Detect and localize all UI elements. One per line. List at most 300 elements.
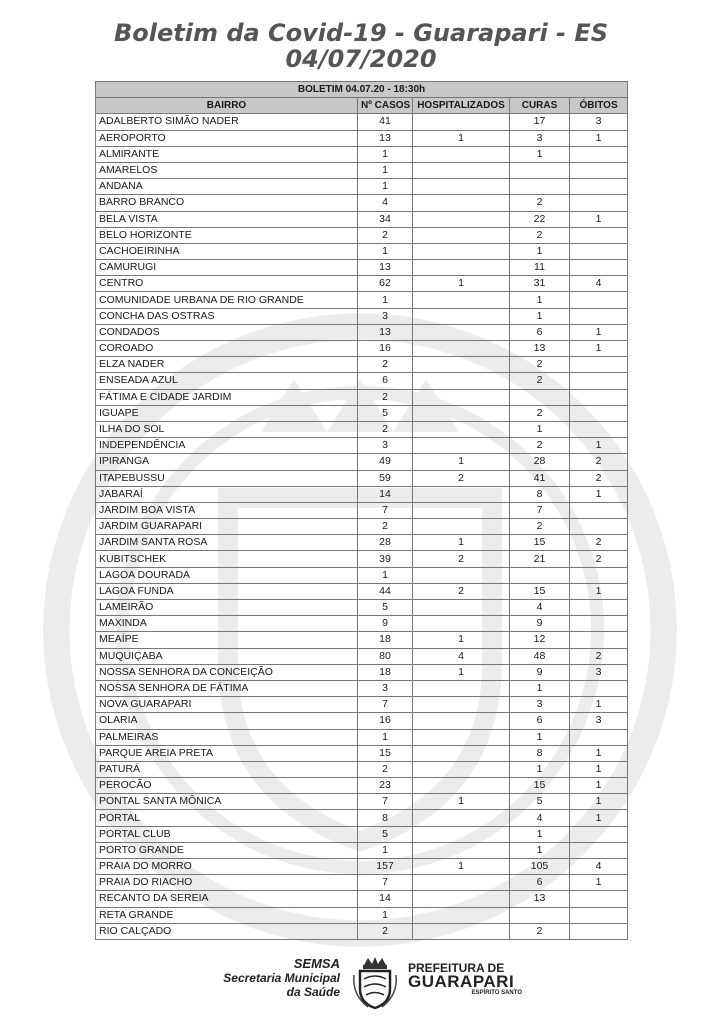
table-row xyxy=(96,211,628,227)
hospitalizados-cell: 1 xyxy=(413,454,510,470)
obitos-cell: 2 xyxy=(570,551,628,567)
hospitalizados-cell xyxy=(413,502,510,518)
curas-cell: 9 xyxy=(510,616,570,632)
hospitalizados-cell xyxy=(413,680,510,696)
table-row xyxy=(96,324,628,340)
bairro-cell: RETA GRANDE xyxy=(96,907,358,923)
curas-cell: 1 xyxy=(510,826,570,842)
obitos-cell: 1 xyxy=(570,745,628,761)
bairro-cell: PRAIA DO RIACHO xyxy=(96,875,358,891)
bairro-cell: COMUNIDADE URBANA DE RIO GRANDE xyxy=(96,292,358,308)
table-row xyxy=(96,875,628,891)
curas-cell: 1 xyxy=(510,680,570,696)
table-row xyxy=(96,826,628,842)
bairro-cell: MAXINDA xyxy=(96,616,358,632)
bairro-cell: PONTAL SANTA MÔNICA xyxy=(96,794,358,810)
casos-cell: 14 xyxy=(358,891,413,907)
curas-cell: 31 xyxy=(510,276,570,292)
obitos-cell xyxy=(570,195,628,211)
bairro-cell: ANDANA xyxy=(96,179,358,195)
bairro-cell: IPIRANGA xyxy=(96,454,358,470)
hospitalizados-cell xyxy=(413,292,510,308)
table-row xyxy=(96,162,628,178)
casos-cell: 8 xyxy=(358,810,413,826)
table-row xyxy=(96,907,628,923)
curas-cell: 48 xyxy=(510,648,570,664)
hospitalizados-cell xyxy=(413,907,510,923)
bairro-cell: ELZA NADER xyxy=(96,357,358,373)
curas-cell: 4 xyxy=(510,600,570,616)
casos-cell: 7 xyxy=(358,794,413,810)
casos-cell: 23 xyxy=(358,778,413,794)
table-row xyxy=(96,680,628,696)
curas-cell: 1 xyxy=(510,761,570,777)
obitos-cell: 1 xyxy=(570,211,628,227)
obitos-cell xyxy=(570,616,628,632)
hospitalizados-cell xyxy=(413,308,510,324)
obitos-cell xyxy=(570,389,628,405)
casos-cell: 62 xyxy=(358,276,413,292)
table-row xyxy=(96,761,628,777)
table-row xyxy=(96,421,628,437)
table-row xyxy=(96,891,628,907)
curas-cell: 2 xyxy=(510,195,570,211)
curas-cell: 105 xyxy=(510,859,570,875)
bairro-cell: AEROPORTO xyxy=(96,130,358,146)
hospitalizados-cell xyxy=(413,713,510,729)
casos-cell: 157 xyxy=(358,859,413,875)
table-row xyxy=(96,648,628,664)
obitos-cell xyxy=(570,502,628,518)
table-row xyxy=(96,486,628,502)
table-row xyxy=(96,616,628,632)
curas-cell xyxy=(510,907,570,923)
bairro-cell: PARQUE AREIA PRETA xyxy=(96,745,358,761)
casos-cell: 5 xyxy=(358,405,413,421)
curas-cell: 6 xyxy=(510,875,570,891)
table-row xyxy=(96,745,628,761)
bairro-cell: PEROCÃO xyxy=(96,778,358,794)
bairro-cell: FÁTIMA E CIDADE JARDIM xyxy=(96,389,358,405)
obitos-cell: 3 xyxy=(570,114,628,130)
obitos-cell: 1 xyxy=(570,486,628,502)
bairro-cell: MEAÍPE xyxy=(96,632,358,648)
obitos-cell: 1 xyxy=(570,697,628,713)
bairro-cell: IGUAPE xyxy=(96,405,358,421)
casos-cell: 1 xyxy=(358,729,413,745)
table-row xyxy=(96,292,628,308)
obitos-cell xyxy=(570,373,628,389)
curas-cell: 2 xyxy=(510,357,570,373)
header-casos: Nº CASOS xyxy=(358,98,413,114)
casos-cell: 1 xyxy=(358,162,413,178)
hospitalizados-cell xyxy=(413,810,510,826)
casos-cell: 7 xyxy=(358,875,413,891)
casos-cell: 13 xyxy=(358,260,413,276)
casos-cell: 49 xyxy=(358,454,413,470)
casos-cell: 2 xyxy=(358,923,413,939)
curas-cell: 2 xyxy=(510,923,570,939)
curas-cell: 2 xyxy=(510,373,570,389)
curas-cell: 17 xyxy=(510,114,570,130)
obitos-cell xyxy=(570,891,628,907)
table-row xyxy=(96,567,628,583)
table-row xyxy=(96,276,628,292)
bairro-cell: JARDIM BOA VISTA xyxy=(96,502,358,518)
table-row xyxy=(96,373,628,389)
bairro-cell: LAMEIRÃO xyxy=(96,600,358,616)
curas-cell: 1 xyxy=(510,146,570,162)
table-row xyxy=(96,810,628,826)
table-row xyxy=(96,357,628,373)
obitos-cell xyxy=(570,260,628,276)
bairro-cell: JARDIM SANTA ROSA xyxy=(96,535,358,551)
curas-cell: 6 xyxy=(510,713,570,729)
hospitalizados-cell xyxy=(413,729,510,745)
casos-cell: 80 xyxy=(358,648,413,664)
table-row xyxy=(96,260,628,276)
hospitalizados-cell xyxy=(413,260,510,276)
bairro-cell: OLARIA xyxy=(96,713,358,729)
bairro-cell: MUQUIÇABA xyxy=(96,648,358,664)
curas-cell: 9 xyxy=(510,664,570,680)
curas-cell: 15 xyxy=(510,535,570,551)
hospitalizados-cell: 1 xyxy=(413,664,510,680)
casos-cell: 5 xyxy=(358,600,413,616)
hospitalizados-cell xyxy=(413,227,510,243)
obitos-cell xyxy=(570,907,628,923)
obitos-cell xyxy=(570,729,628,745)
prefeitura-logo-text xyxy=(408,961,528,997)
hospitalizados-cell: 1 xyxy=(413,535,510,551)
bairro-cell: BARRO BRANCO xyxy=(96,195,358,211)
table-row xyxy=(96,179,628,195)
header-obitos: ÓBITOS xyxy=(570,98,628,114)
semsa-secretaria: Secretaria Municipal xyxy=(223,971,340,985)
obitos-cell xyxy=(570,600,628,616)
obitos-cell xyxy=(570,357,628,373)
table-row xyxy=(96,535,628,551)
hospitalizados-cell: 1 xyxy=(413,276,510,292)
curas-cell: 2 xyxy=(510,519,570,535)
casos-cell: 13 xyxy=(358,324,413,340)
curas-cell xyxy=(510,162,570,178)
curas-cell xyxy=(510,389,570,405)
bairro-cell: JARDIM GUARAPARI xyxy=(96,519,358,535)
table-row xyxy=(96,519,628,535)
hospitalizados-cell xyxy=(413,567,510,583)
obitos-cell: 1 xyxy=(570,130,628,146)
casos-cell: 44 xyxy=(358,583,413,599)
curas-cell: 3 xyxy=(510,697,570,713)
bairro-cell: LAGOA FUNDA xyxy=(96,583,358,599)
table-row xyxy=(96,697,628,713)
bairro-cell: AMARELOS xyxy=(96,162,358,178)
bairro-cell: PALMEIRAS xyxy=(96,729,358,745)
table-row xyxy=(96,341,628,357)
obitos-cell xyxy=(570,243,628,259)
casos-cell: 34 xyxy=(358,211,413,227)
curas-cell: 1 xyxy=(510,308,570,324)
obitos-cell: 1 xyxy=(570,761,628,777)
casos-cell: 28 xyxy=(358,535,413,551)
curas-cell: 7 xyxy=(510,502,570,518)
hospitalizados-cell xyxy=(413,486,510,502)
table-row xyxy=(96,308,628,324)
footer xyxy=(0,955,722,1015)
table-row xyxy=(96,600,628,616)
guarapari-label: GUARAPARI xyxy=(408,972,515,991)
bairro-cell: CENTRO xyxy=(96,276,358,292)
curas-cell: 11 xyxy=(510,260,570,276)
obitos-cell: 4 xyxy=(570,276,628,292)
header-hospitalizados: HOSPITALIZADOS xyxy=(413,98,510,114)
hospitalizados-cell xyxy=(413,891,510,907)
page-title: Boletim da Covid-19 - Guarapari - ES xyxy=(113,19,609,47)
bairro-cell: NOSSA SENHORA DE FÁTIMA xyxy=(96,680,358,696)
casos-cell: 2 xyxy=(358,389,413,405)
obitos-cell xyxy=(570,405,628,421)
curas-cell: 1 xyxy=(510,292,570,308)
bairro-cell: CACHOEIRINHA xyxy=(96,243,358,259)
table-row xyxy=(96,713,628,729)
obitos-cell: 1 xyxy=(570,324,628,340)
obitos-cell xyxy=(570,826,628,842)
obitos-cell xyxy=(570,308,628,324)
curas-cell xyxy=(510,179,570,195)
casos-cell: 1 xyxy=(358,292,413,308)
obitos-cell: 1 xyxy=(570,810,628,826)
semsa-logo-text xyxy=(200,957,340,999)
curas-cell xyxy=(510,567,570,583)
table-row xyxy=(96,632,628,648)
obitos-cell xyxy=(570,567,628,583)
table-row xyxy=(96,130,628,146)
bairro-cell: ENSEADA AZUL xyxy=(96,373,358,389)
obitos-cell xyxy=(570,292,628,308)
hospitalizados-cell: 1 xyxy=(413,130,510,146)
casos-cell: 3 xyxy=(358,680,413,696)
casos-cell: 7 xyxy=(358,697,413,713)
obitos-cell xyxy=(570,632,628,648)
obitos-cell: 1 xyxy=(570,778,628,794)
table-row xyxy=(96,405,628,421)
bairro-cell: ITAPEBUSSU xyxy=(96,470,358,486)
casos-cell: 15 xyxy=(358,745,413,761)
hospitalizados-cell: 2 xyxy=(413,470,510,486)
casos-cell: 1 xyxy=(358,243,413,259)
obitos-cell xyxy=(570,519,628,535)
casos-cell: 2 xyxy=(358,761,413,777)
table-row xyxy=(96,438,628,454)
casos-cell: 16 xyxy=(358,341,413,357)
table-row xyxy=(96,502,628,518)
casos-cell: 2 xyxy=(358,519,413,535)
hospitalizados-cell xyxy=(413,519,510,535)
bairro-cell: PORTAL CLUB xyxy=(96,826,358,842)
table-row xyxy=(96,227,628,243)
curas-cell: 5 xyxy=(510,794,570,810)
bairro-cell: KUBITSCHEK xyxy=(96,551,358,567)
casos-cell: 5 xyxy=(358,826,413,842)
obitos-cell: 1 xyxy=(570,438,628,454)
cases-table xyxy=(95,81,628,940)
obitos-cell: 1 xyxy=(570,875,628,891)
semsa-saude: da Saúde xyxy=(286,985,340,999)
casos-cell: 4 xyxy=(358,195,413,211)
hospitalizados-cell xyxy=(413,438,510,454)
hospitalizados-cell: 4 xyxy=(413,648,510,664)
hospitalizados-cell xyxy=(413,324,510,340)
estado-label: ESPÍRITO SANTO xyxy=(471,990,522,996)
obitos-cell: 2 xyxy=(570,470,628,486)
hospitalizados-cell xyxy=(413,114,510,130)
hospitalizados-cell xyxy=(413,179,510,195)
curas-cell: 2 xyxy=(510,438,570,454)
bairro-cell: ADALBERTO SIMÃO NADER xyxy=(96,114,358,130)
casos-cell: 1 xyxy=(358,567,413,583)
hospitalizados-cell xyxy=(413,875,510,891)
casos-cell: 18 xyxy=(358,632,413,648)
curas-cell: 3 xyxy=(510,130,570,146)
hospitalizados-cell xyxy=(413,421,510,437)
curas-cell: 1 xyxy=(510,729,570,745)
obitos-cell: 2 xyxy=(570,535,628,551)
table-row xyxy=(96,454,628,470)
hospitalizados-cell xyxy=(413,357,510,373)
bulletin-caption: BOLETIM 04.07.20 - 18:30h xyxy=(96,82,628,98)
hospitalizados-cell xyxy=(413,745,510,761)
bairro-cell: PORTAL xyxy=(96,810,358,826)
bairro-cell: ILHA DO SOL xyxy=(96,421,358,437)
bairro-cell: INDEPENDÊNCIA xyxy=(96,438,358,454)
obitos-cell: 1 xyxy=(570,341,628,357)
table-row xyxy=(96,859,628,875)
coat-of-arms-icon xyxy=(350,955,400,1011)
casos-cell: 39 xyxy=(358,551,413,567)
obitos-cell xyxy=(570,179,628,195)
table-row xyxy=(96,583,628,599)
bairro-cell: BELO HORIZONTE xyxy=(96,227,358,243)
obitos-cell xyxy=(570,680,628,696)
hospitalizados-cell xyxy=(413,761,510,777)
casos-cell: 41 xyxy=(358,114,413,130)
hospitalizados-cell xyxy=(413,600,510,616)
semsa-acronym: SEMSA xyxy=(293,956,340,971)
casos-cell: 16 xyxy=(358,713,413,729)
curas-cell: 2 xyxy=(510,405,570,421)
bairro-cell: NOVA GUARAPARI xyxy=(96,697,358,713)
obitos-cell xyxy=(570,842,628,858)
table-row xyxy=(96,842,628,858)
curas-cell: 13 xyxy=(510,891,570,907)
hospitalizados-cell: 2 xyxy=(413,551,510,567)
casos-cell: 3 xyxy=(358,438,413,454)
curas-cell: 12 xyxy=(510,632,570,648)
hospitalizados-cell xyxy=(413,616,510,632)
table-row xyxy=(96,114,628,130)
curas-cell: 13 xyxy=(510,341,570,357)
casos-cell: 6 xyxy=(358,373,413,389)
bairro-cell: ALMIRANTE xyxy=(96,146,358,162)
hospitalizados-cell xyxy=(413,146,510,162)
obitos-cell xyxy=(570,227,628,243)
hospitalizados-cell xyxy=(413,826,510,842)
table-row xyxy=(96,778,628,794)
table-row xyxy=(96,470,628,486)
obitos-cell: 2 xyxy=(570,454,628,470)
obitos-cell: 2 xyxy=(570,648,628,664)
casos-cell: 3 xyxy=(358,308,413,324)
hospitalizados-cell xyxy=(413,162,510,178)
curas-cell: 1 xyxy=(510,421,570,437)
obitos-cell xyxy=(570,923,628,939)
hospitalizados-cell: 2 xyxy=(413,583,510,599)
casos-cell: 2 xyxy=(358,421,413,437)
table-row xyxy=(96,243,628,259)
hospitalizados-cell xyxy=(413,405,510,421)
hospitalizados-cell: 1 xyxy=(413,632,510,648)
table-row xyxy=(96,923,628,939)
casos-cell: 1 xyxy=(358,842,413,858)
bairro-cell: RIO CALÇADO xyxy=(96,923,358,939)
curas-cell: 21 xyxy=(510,551,570,567)
hospitalizados-cell xyxy=(413,842,510,858)
curas-cell: 15 xyxy=(510,778,570,794)
obitos-cell xyxy=(570,421,628,437)
bairro-cell: NOSSA SENHORA DA CONCEIÇÃO xyxy=(96,664,358,680)
obitos-cell: 4 xyxy=(570,859,628,875)
obitos-cell: 3 xyxy=(570,664,628,680)
casos-cell: 2 xyxy=(358,357,413,373)
bairro-cell: JABARAÍ xyxy=(96,486,358,502)
casos-cell: 7 xyxy=(358,502,413,518)
curas-cell: 8 xyxy=(510,745,570,761)
bulletin-date: 04/07/2020 xyxy=(285,45,437,73)
curas-cell: 41 xyxy=(510,470,570,486)
curas-cell: 28 xyxy=(510,454,570,470)
bairro-cell: COROADO xyxy=(96,341,358,357)
hospitalizados-cell xyxy=(413,389,510,405)
table-row xyxy=(96,389,628,405)
table-row xyxy=(96,195,628,211)
curas-cell: 8 xyxy=(510,486,570,502)
table-row xyxy=(96,729,628,745)
casos-cell: 18 xyxy=(358,664,413,680)
casos-cell: 13 xyxy=(358,130,413,146)
bairro-cell: PATURÁ xyxy=(96,761,358,777)
hospitalizados-cell xyxy=(413,923,510,939)
curas-cell: 1 xyxy=(510,243,570,259)
obitos-cell xyxy=(570,146,628,162)
bairro-cell: RECANTO DA SEREIA xyxy=(96,891,358,907)
hospitalizados-cell xyxy=(413,195,510,211)
curas-cell: 1 xyxy=(510,842,570,858)
curas-cell: 4 xyxy=(510,810,570,826)
hospitalizados-cell xyxy=(413,341,510,357)
hospitalizados-cell xyxy=(413,243,510,259)
header-bairro: BAIRRO xyxy=(96,98,358,114)
casos-cell: 1 xyxy=(358,146,413,162)
hospitalizados-cell: 1 xyxy=(413,794,510,810)
header-curas: CURAS xyxy=(510,98,570,114)
table-row xyxy=(96,551,628,567)
bairro-cell: CAMURUGI xyxy=(96,260,358,276)
obitos-cell: 3 xyxy=(570,713,628,729)
hospitalizados-cell xyxy=(413,211,510,227)
casos-cell: 2 xyxy=(358,227,413,243)
casos-cell: 1 xyxy=(358,907,413,923)
